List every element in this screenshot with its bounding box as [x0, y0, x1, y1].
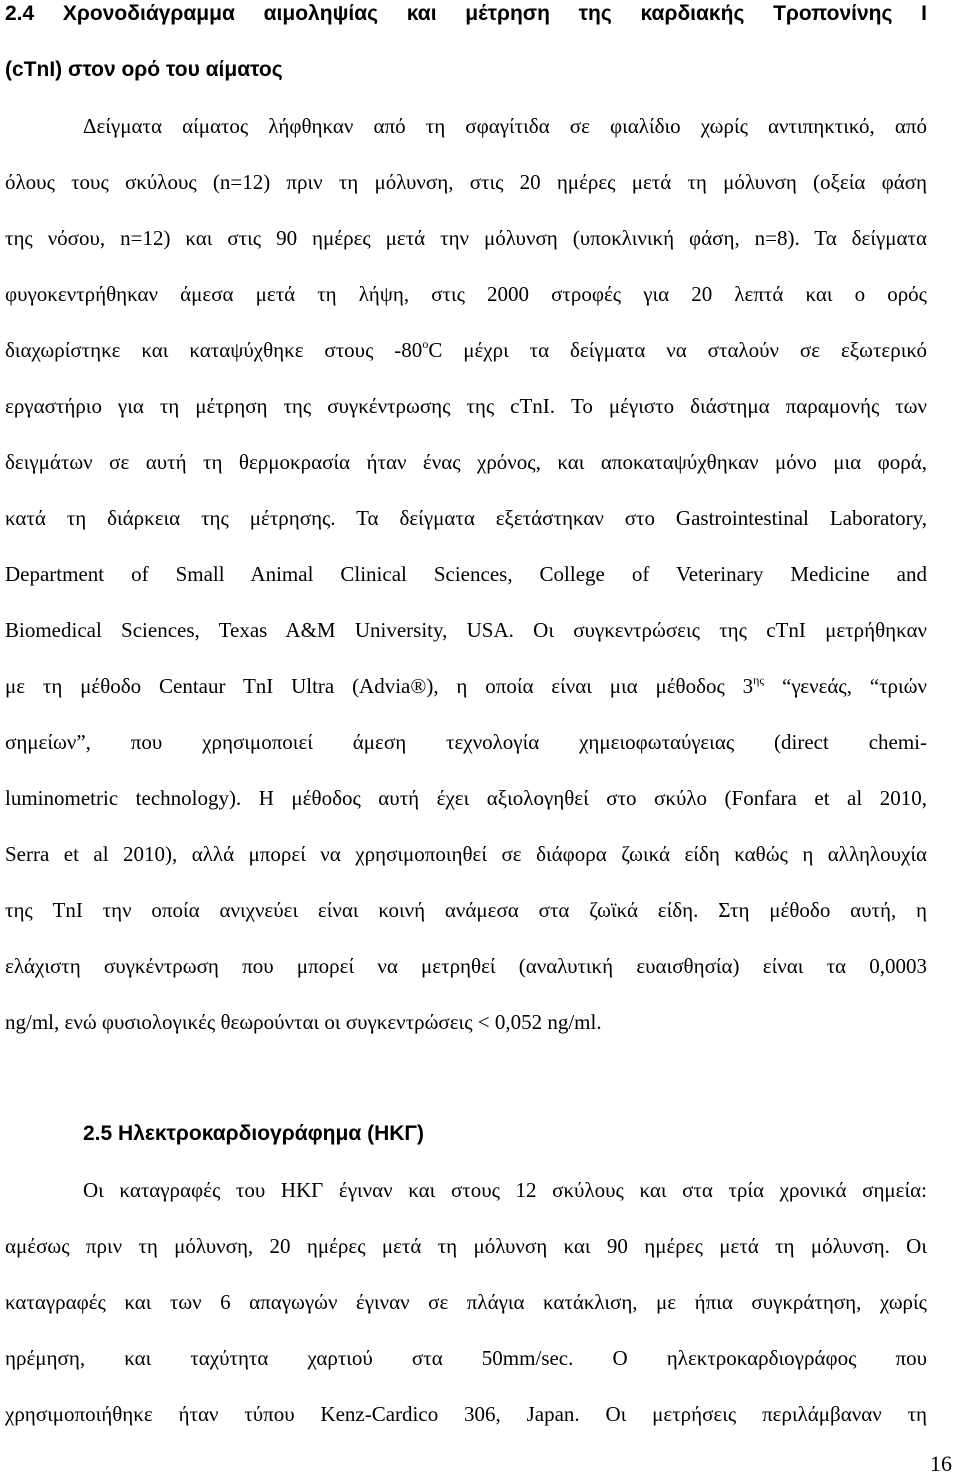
paragraph-line: καταγραφές και των 6 απαγωγών έγιναν σε πλάγια κατάκλιση, με ήπια συγκράτηση, χωρίς	[5, 1290, 927, 1314]
paragraph-line-method	[5, 672, 927, 700]
paragraph-line: Department of Small Animal Clinical Sciences, College of Veterinary Medicine and	[5, 562, 927, 586]
paragraph-line: της TnI την οποία ανιχνεύει είναι κοινή ανάμεσα στα ζωϊκά είδη. Στη μέθοδο αυτή, η	[5, 898, 927, 922]
paragraph-line: Serra et al 2010), αλλά μπορεί να χρησιμοποιηθεί σε διάφορα ζωικά είδη καθώς η αλληλουχία	[5, 842, 927, 866]
paragraph-line: εργαστήριο για τη μέτρηση της συγκέντρωσης της cTnI. Το μέγιστο διάστημα παραμονής των	[5, 394, 927, 418]
paragraph-line: της νόσου, n=12) και στις 90 ημέρες μετά την μόλυνση (υποκλινική φάση, n=8). Τα δείγματα	[5, 226, 927, 250]
section-2-4-title-line-2: (cTnI) στον ορό του αίματος	[5, 58, 283, 81]
freeze-text-after: C μέχρι τα δείγματα να σταλούν σε εξωτερικό	[428, 338, 927, 362]
freeze-text-before: διαχωρίστηκε και καταψύχθηκε στους -80	[5, 338, 423, 362]
degree-superscript: o	[422, 337, 429, 351]
paragraph-line: χρησιμοποιήθηκε ήταν τύπου Kenz-Cardico 306, Japan. Οι μετρήσεις περιλάμβαναν τη	[5, 1402, 927, 1426]
paragraph-line: Δείγματα αίματος λήφθηκαν από τη σφαγίτιδα σε φιαλίδιο χωρίς αντιπηκτικό, από	[83, 114, 927, 138]
paragraph-line: σημείων”, που χρησιμοποιεί άμεση τεχνολογία χημειοφωταύγειας (direct chemi-	[5, 730, 927, 754]
page-number: 16	[930, 1451, 952, 1476]
paragraph-line: αμέσως πριν τη μόλυνση, 20 ημέρες μετά τη μόλυνση και 90 ημέρες μετά τη μόλυνση. Οι	[5, 1234, 927, 1258]
paragraph-line-last: ng/ml, ενώ φυσιολογικές θεωρούνται οι συγκεντρώσεις < 0,052 ng/ml.	[5, 1010, 602, 1034]
section-2-4-title-line-1: 2.4 Χρονοδιάγραμμα αιμοληψίας και μέτρηση της καρδιακής Τροπονίνης Ι	[5, 2, 927, 25]
paragraph-line: ηρέμηση, και ταχύτητα χαρτιού στα 50mm/sec. Ο ηλεκτροκαρδιογράφος που	[5, 1346, 927, 1370]
paragraph-line: όλους τους σκύλους (n=12) πριν τη μόλυνση, στις 20 ημέρες μετά τη μόλυνση (οξεία φάση	[5, 170, 927, 194]
paragraph-line: φυγοκεντρήθηκαν άμεσα μετά τη λήψη, στις 2000 στροφές για 20 λεπτά και ο ορός	[5, 282, 927, 306]
paragraph-line: ελάχιστη συγκέντρωση που μπορεί να μετρηθεί (αναλυτική ευαισθησία) είναι τα 0,0003	[5, 954, 927, 978]
paragraph-line-freeze	[5, 336, 927, 364]
section-2-5-title: 2.5 Ηλεκτροκαρδιογράφημα (ΗΚΓ)	[83, 1122, 425, 1145]
paragraph-line: Biomedical Sciences, Texas A&M University, USA. Οι συγκεντρώσεις της cTnI μετρήθηκαν	[5, 618, 927, 642]
ordinal-superscript: ης	[753, 673, 765, 687]
paragraph-line: luminometric technology). Η μέθοδος αυτή έχει αξιολογηθεί στο σκύλο (Fonfara et al 2010,	[5, 786, 927, 810]
method-text-after: “γενεάς, “τριών	[764, 674, 927, 698]
method-text-before: με τη μέθοδο Centaur TnI Ultra (Advia®), η οποία είναι μια μέθοδος 3	[5, 674, 754, 698]
paragraph-line: κατά τη διάρκεια της μέτρησης. Τα δείγματα εξετάστηκαν στο Gastrointestinal Laboratory,	[5, 506, 927, 530]
paragraph-line: δειγμάτων σε αυτή τη θερμοκρασία ήταν ένας χρόνος, και αποκαταψύχθηκαν μόνο μια φορά,	[5, 450, 927, 474]
paragraph-line: Οι καταγραφές του ΗΚΓ έγιναν και στους 12 σκύλους και στα τρία χρονικά σημεία:	[83, 1178, 927, 1202]
